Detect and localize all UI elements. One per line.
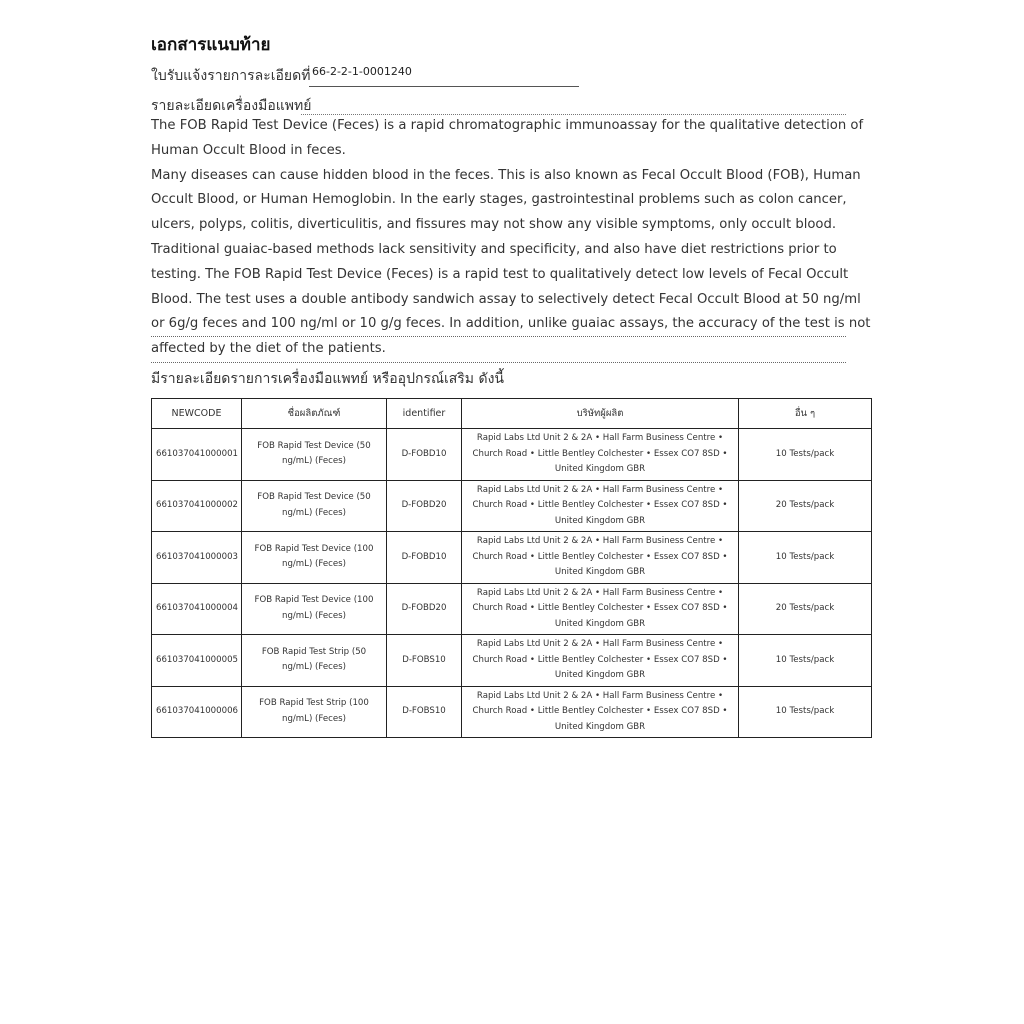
cell-product-name: FOB Rapid Test Strip (50 ng/mL) (Feces) [242,635,387,687]
products-table [151,398,872,738]
cell-identifier: D-FOBD20 [387,583,462,635]
cell-identifier: D-FOBD20 [387,480,462,532]
cell-manufacturer: Rapid Labs Ltd Unit 2 & 2A • Hall Farm Business Centre • Church Road • Little Bentley Colchester • Essex CO7 8SD • United Kingdom GBR [462,480,739,532]
cell-other: 10 Tests/pack [739,686,872,738]
cell-manufacturer: Rapid Labs Ltd Unit 2 & 2A • Hall Farm Business Centre • Church Road • Little Bentley Colchester • Essex CO7 8SD • United Kingdom GBR [462,635,739,687]
header-manufacturer: บริษัทผู้ผลิต [462,399,739,429]
header-identifier: identifier [387,399,462,429]
cell-other: 10 Tests/pack [739,429,872,481]
description-intro: The FOB Rapid Test Device (Feces) is a rapid chromatographic immunoassay for the qualitative detection of Human Occult Blood in feces. [151,118,864,158]
list-heading: มีรายละเอียดรายการเครื่องมือแพทย์ หรืออุปกรณ์เสริม ดังนี้ [151,371,504,387]
reference-row [151,64,581,86]
table-row [152,583,872,635]
cell-newcode: 661037041000002 [152,480,242,532]
cell-newcode: 661037041000006 [152,686,242,738]
cell-product-name: FOB Rapid Test Device (100 ng/mL) (Feces) [242,583,387,635]
table-row [152,686,872,738]
reference-underline [309,86,579,87]
detail-row [151,94,846,116]
table-row [152,429,872,481]
reference-label: ใบรับแจ้งรายการละเอียดที่ [151,68,311,84]
table-row [152,635,872,687]
description-body: Many diseases can cause hidden blood in the feces. This is also known as Fecal Occult Blood (FOB), Human Occult Blood, or Human Hemoglobin. In the early stages, gastrointestinal problems such as colon cancer, ulcers, polyps, colitis, diverticulitis, and fissures may not show any visible symptoms, only occult blood. Traditional guaiac-based methods lack sensitivity and specificity, and also have diet restrictions prior to testing. The FOB Rapid Test Device (Feces) is a rapid test to qualitatively detect low levels of Fecal Occult Blood. The test uses a double antibody sandwich assay to selectively detect Fecal Occult Blood at 50 ng/ml or 6g/g feces and 100 ng/ml or 10 g/g feces. In addition, unlike guaiac assays, the accuracy of the test is not affected by the diet of the patients. [151,167,871,357]
cell-product-name: FOB Rapid Test Device (100 ng/mL) (Feces) [242,532,387,584]
dotted-separator [151,362,846,363]
cell-product-name: FOB Rapid Test Strip (100 ng/mL) (Feces) [242,686,387,738]
table-row [152,532,872,584]
cell-newcode: 661037041000003 [152,532,242,584]
document-title: เอกสารแนบท้าย [151,35,271,55]
cell-manufacturer: Rapid Labs Ltd Unit 2 & 2A • Hall Farm Business Centre • Church Road • Little Bentley Colchester • Essex CO7 8SD • United Kingdom GBR [462,686,739,738]
cell-identifier: D-FOBS10 [387,635,462,687]
cell-newcode: 661037041000005 [152,635,242,687]
cell-other: 20 Tests/pack [739,583,872,635]
dotted-separator [151,336,846,337]
cell-other: 10 Tests/pack [739,635,872,687]
cell-newcode: 661037041000001 [152,429,242,481]
cell-newcode: 661037041000004 [152,583,242,635]
cell-manufacturer: Rapid Labs Ltd Unit 2 & 2A • Hall Farm Business Centre • Church Road • Little Bentley Colchester • Essex CO7 8SD • United Kingdom GBR [462,532,739,584]
cell-product-name: FOB Rapid Test Device (50 ng/mL) (Feces) [242,480,387,532]
cell-manufacturer: Rapid Labs Ltd Unit 2 & 2A • Hall Farm Business Centre • Church Road • Little Bentley Colchester • Essex CO7 8SD • United Kingdom GBR [462,583,739,635]
header-product-name: ชื่อผลิตภัณฑ์ [242,399,387,429]
cell-product-name: FOB Rapid Test Device (50 ng/mL) (Feces) [242,429,387,481]
description-block [151,114,876,362]
cell-identifier: D-FOBD10 [387,532,462,584]
reference-number: 66-2-2-1-0001240 [312,65,412,78]
cell-other: 20 Tests/pack [739,480,872,532]
cell-identifier: D-FOBD10 [387,429,462,481]
table-header-row [152,399,872,429]
table-row [152,480,872,532]
cell-other: 10 Tests/pack [739,532,872,584]
cell-manufacturer: Rapid Labs Ltd Unit 2 & 2A • Hall Farm Business Centre • Church Road • Little Bentley Colchester • Essex CO7 8SD • United Kingdom GBR [462,429,739,481]
header-other: อื่น ๆ [739,399,872,429]
detail-label: รายละเอียดเครื่องมือแพทย์ [151,98,312,114]
header-newcode: NEWCODE [152,399,242,429]
cell-identifier: D-FOBS10 [387,686,462,738]
